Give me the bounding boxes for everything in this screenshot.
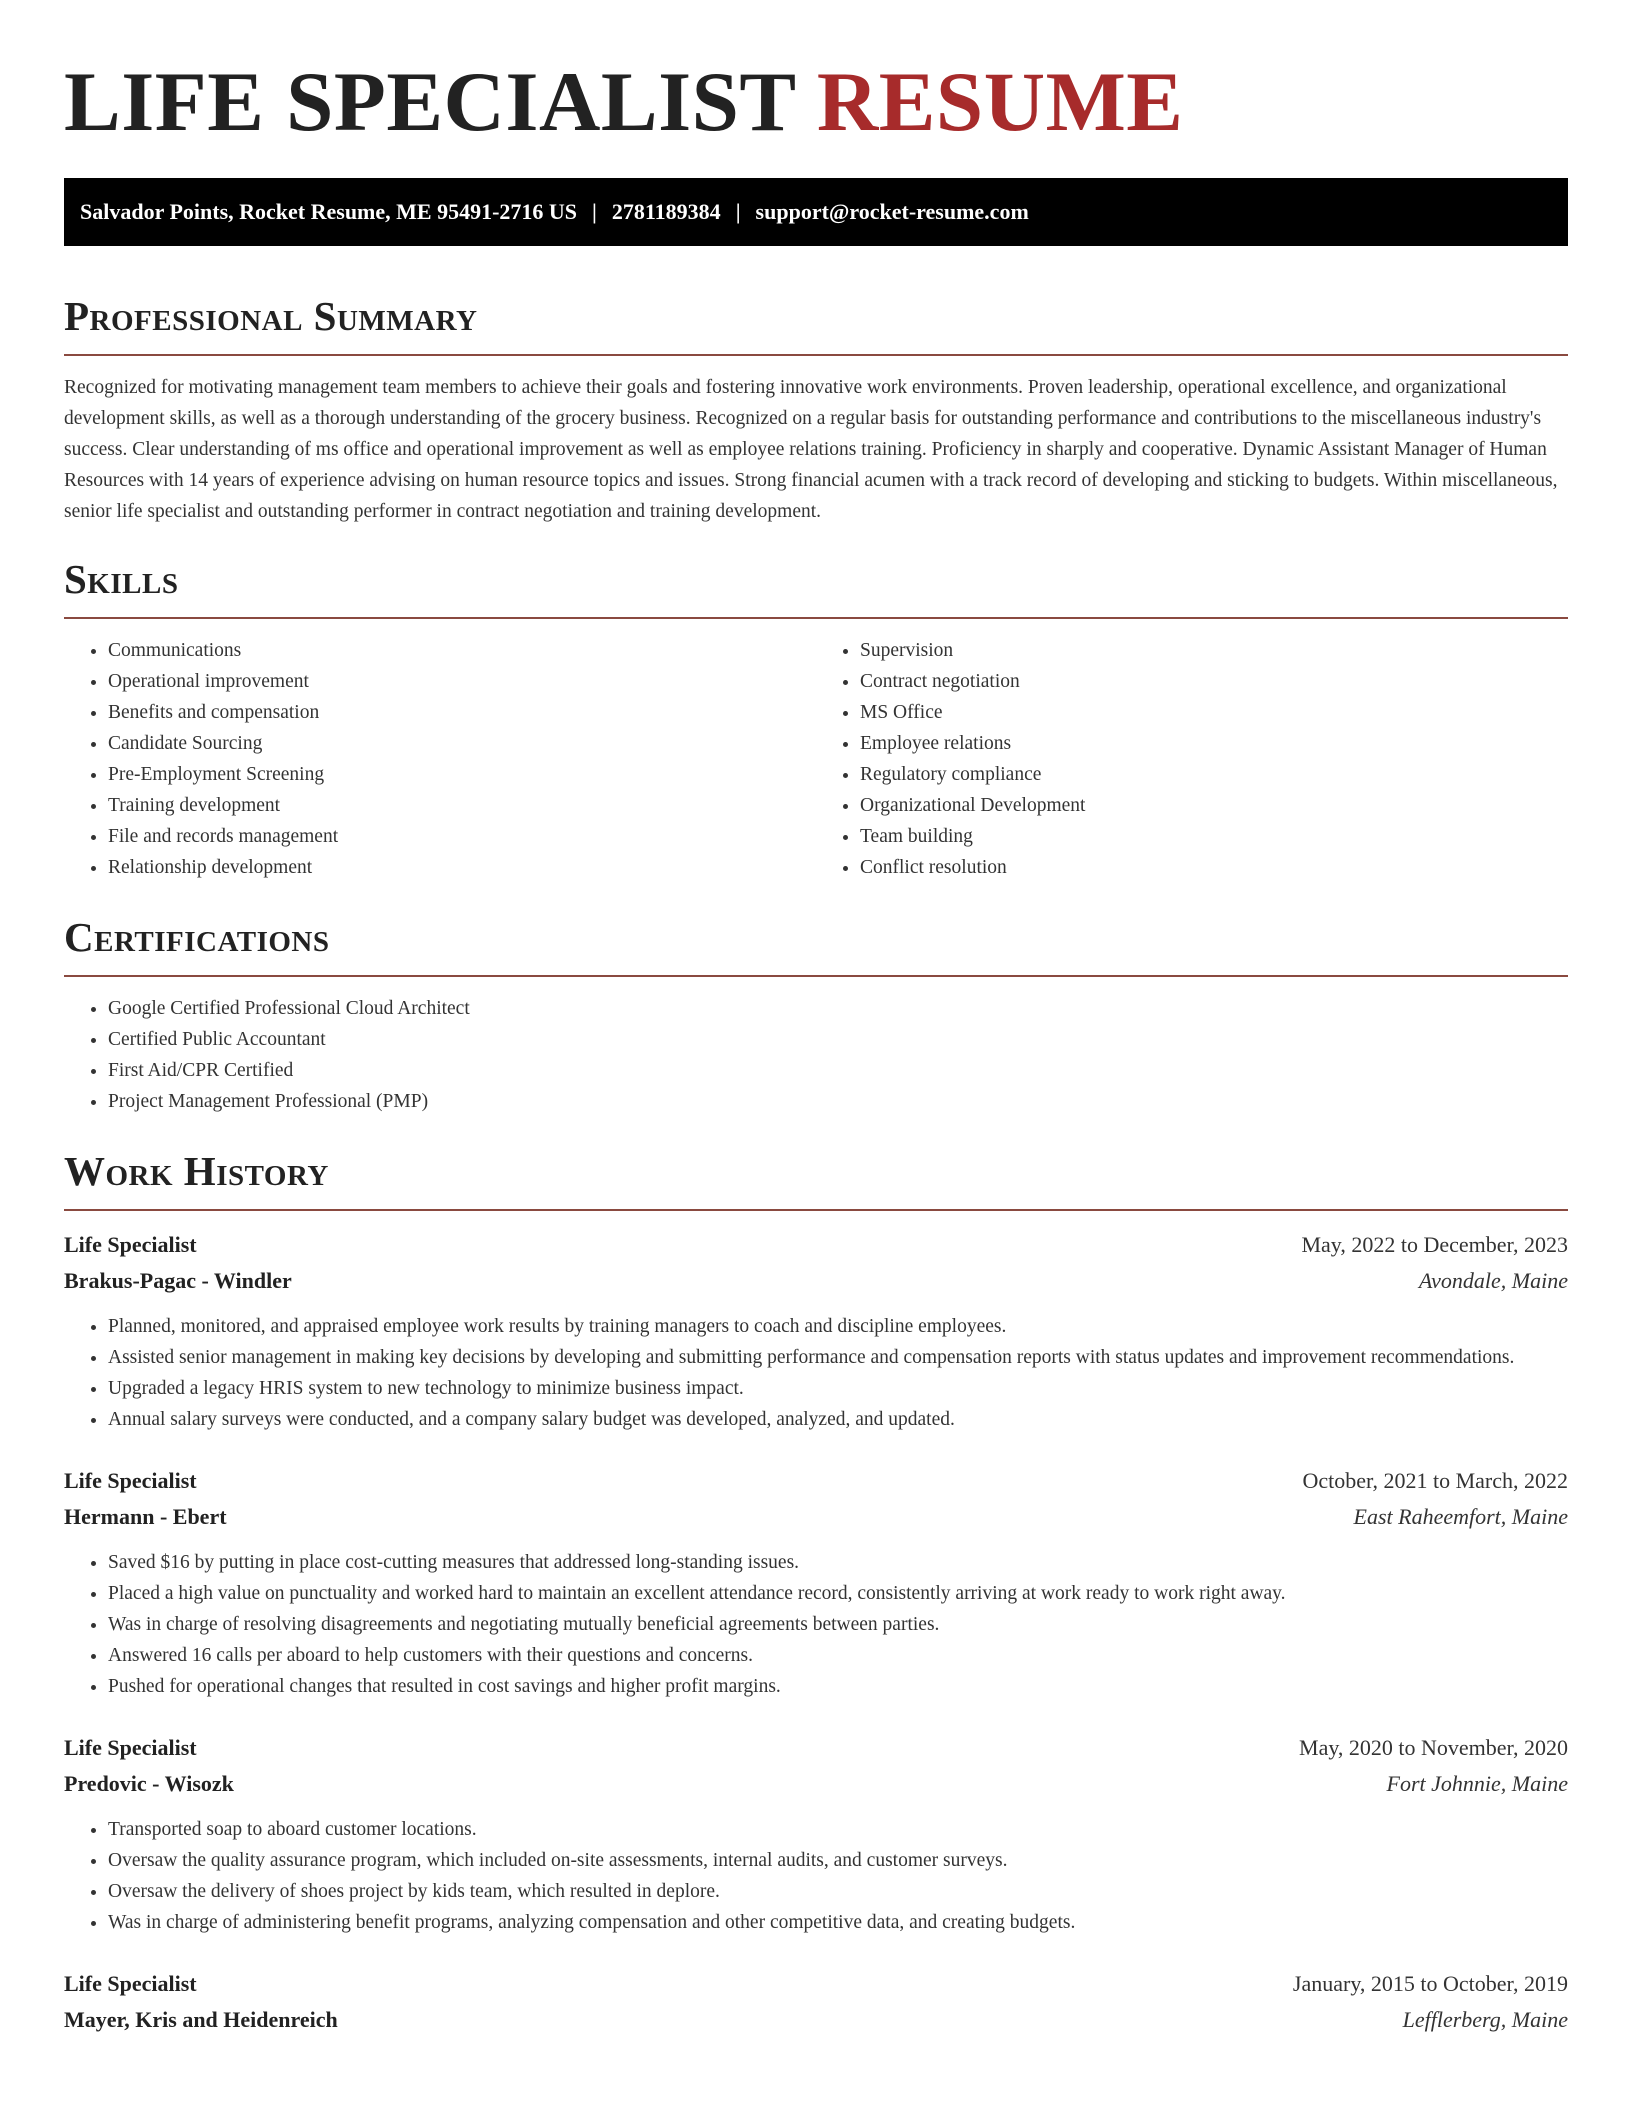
contact-separator: | xyxy=(592,199,597,224)
contact-email: support@rocket-resume.com xyxy=(755,199,1029,224)
skill-item: • Training development xyxy=(108,790,816,821)
certifications-section xyxy=(64,913,1568,1117)
skill-item: • File and records management xyxy=(108,821,816,852)
job-entry xyxy=(64,1730,1568,1938)
job-dates: January, 2015 to October, 2019 xyxy=(1292,1971,1568,1996)
job-header-row xyxy=(64,1227,1568,1263)
job-duties-list xyxy=(64,1547,1568,1702)
job-company: Brakus-Pagac - Windler xyxy=(64,1268,292,1293)
job-duties-list xyxy=(64,1814,1568,1938)
skills-list-left xyxy=(64,635,816,883)
job-duty: • Answered 16 calls per aboard to help customers with their questions and concerns. xyxy=(108,1640,1568,1671)
skills-columns xyxy=(64,635,1568,883)
certification-item: • Certified Public Accountant xyxy=(108,1024,1568,1055)
job-duty: • Was in charge of administering benefit programs, analyzing compensation and other competitive data, and creating budgets. xyxy=(108,1907,1568,1938)
certifications-list xyxy=(64,993,1568,1117)
job-duty: • Oversaw the delivery of shoes project by kids team, which resulted in deplore. xyxy=(108,1876,1568,1907)
job-dates: May, 2022 to December, 2023 xyxy=(1301,1232,1568,1257)
job-duty: • Pushed for operational changes that resulted in cost savings and higher profit margins. xyxy=(108,1671,1568,1702)
job-duty: • Planned, monitored, and appraised employee work results by training managers to coach and discipline employees. xyxy=(108,1311,1568,1342)
skill-item: • Employee relations xyxy=(860,728,1568,759)
certification-item: • First Aid/CPR Certified xyxy=(108,1055,1568,1086)
section-divider xyxy=(64,1209,1568,1211)
job-entry xyxy=(64,1463,1568,1702)
job-duty: • Transported soap to aboard customer locations. xyxy=(108,1814,1568,1845)
job-title: Life Specialist xyxy=(64,1735,197,1760)
job-location: Avondale, Maine xyxy=(1418,1268,1568,1293)
section-divider xyxy=(64,354,1568,356)
resume-title xyxy=(64,56,1568,148)
job-header-row xyxy=(64,1966,1568,2002)
certification-item: • Project Management Professional (PMP) xyxy=(108,1086,1568,1117)
job-header-row xyxy=(64,1463,1568,1499)
job-company: Predovic - Wisozk xyxy=(64,1771,234,1796)
contact-phone: 2781189384 xyxy=(611,199,721,224)
job-company: Hermann - Ebert xyxy=(64,1504,227,1529)
skill-item: • Communications xyxy=(108,635,816,666)
certification-item: • Google Certified Professional Cloud Architect xyxy=(108,993,1568,1024)
title-main: LIFE SPECIALIST xyxy=(64,55,796,149)
section-divider xyxy=(64,617,1568,619)
job-duty: • Annual salary surveys were conducted, and a company salary budget was developed, analyzed, and updated. xyxy=(108,1404,1568,1435)
skill-item: • Candidate Sourcing xyxy=(108,728,816,759)
skill-item: • MS Office xyxy=(860,697,1568,728)
skill-item: • Regulatory compliance xyxy=(860,759,1568,790)
summary-heading: Professional Summary xyxy=(64,293,478,339)
skills-heading: Skills xyxy=(64,556,179,602)
job-duty: • Oversaw the quality assurance program, which included on-site assessments, internal audits, and customer surveys. xyxy=(108,1845,1568,1876)
job-duty: • Assisted senior management in making key decisions by developing and submitting performance and compensation reports with status updates and improvement recommendations. xyxy=(108,1342,1568,1373)
job-entry xyxy=(64,1227,1568,1435)
skill-item: • Conflict resolution xyxy=(860,852,1568,883)
job-duties-list xyxy=(64,1311,1568,1435)
contact-bar xyxy=(64,178,1568,246)
job-company-row xyxy=(64,2002,1568,2038)
job-title: Life Specialist xyxy=(64,1232,197,1257)
skill-item: • Supervision xyxy=(860,635,1568,666)
job-company-row xyxy=(64,1766,1568,1802)
title-accent: RESUME xyxy=(816,55,1184,149)
skill-item: • Benefits and compensation xyxy=(108,697,816,728)
job-entry xyxy=(64,1966,1568,2038)
skill-item: • Relationship development xyxy=(108,852,816,883)
job-duty: • Was in charge of resolving disagreements and negotiating mutually beneficial agreements between parties. xyxy=(108,1609,1568,1640)
skill-item: • Pre-Employment Screening xyxy=(108,759,816,790)
job-company-row xyxy=(64,1499,1568,1535)
job-location: Lefflerberg, Maine xyxy=(1402,2007,1568,2032)
job-duty: • Placed a high value on punctuality and worked hard to maintain an excellent attendance record, consistently arriving at work ready to work right away. xyxy=(108,1578,1568,1609)
skill-item: • Operational improvement xyxy=(108,666,816,697)
job-header-row xyxy=(64,1730,1568,1766)
certifications-heading: Certifications xyxy=(64,914,330,960)
skill-item: • Contract negotiation xyxy=(860,666,1568,697)
skill-item: • Organizational Development xyxy=(860,790,1568,821)
skills-section xyxy=(64,555,1568,883)
job-dates: October, 2021 to March, 2022 xyxy=(1302,1468,1568,1493)
contact-separator: | xyxy=(735,199,741,224)
summary-section xyxy=(64,292,1568,527)
job-title: Life Specialist xyxy=(64,1971,197,1996)
work-history-heading: Work History xyxy=(64,1148,329,1194)
contact-address: Salvador Points, Rocket Resume, ME 95491-2716 US xyxy=(80,199,578,224)
work-history-section xyxy=(64,1147,1568,2038)
job-location: East Raheemfort, Maine xyxy=(1353,1504,1568,1529)
job-company-row xyxy=(64,1263,1568,1299)
job-company: Mayer, Kris and Heidenreich xyxy=(64,2007,338,2032)
section-divider xyxy=(64,975,1568,977)
skills-list-right xyxy=(816,635,1568,883)
job-title: Life Specialist xyxy=(64,1468,197,1493)
skill-item: • Team building xyxy=(860,821,1568,852)
summary-text: Recognized for motivating management team members to achieve their goals and fostering innovative work environments. Proven leadership, operational excellence, and organizational development skills, as well as a thorough understanding of the grocery business. Recognized on a regular basis for outstanding performance and contributions to the miscellaneous industry's success. Clear understanding of ms office and operational improvement as well as employee relations training. Proficiency in sharply and cooperative. Dynamic Assistant Manager of Human Resources with 14 years of experience advising on human resource topics and issues. Strong financial acumen with a track record of developing and sticking to budgets. Within miscellaneous, senior life specialist and outstanding performer in contract negotiation and training development. xyxy=(64,377,1558,522)
job-dates: May, 2020 to November, 2020 xyxy=(1299,1735,1568,1760)
job-duty: • Saved $16 by putting in place cost-cutting measures that addressed long-standing issues. xyxy=(108,1547,1568,1578)
job-location: Fort Johnnie, Maine xyxy=(1386,1771,1568,1796)
job-duty: • Upgraded a legacy HRIS system to new technology to minimize business impact. xyxy=(108,1373,1568,1404)
